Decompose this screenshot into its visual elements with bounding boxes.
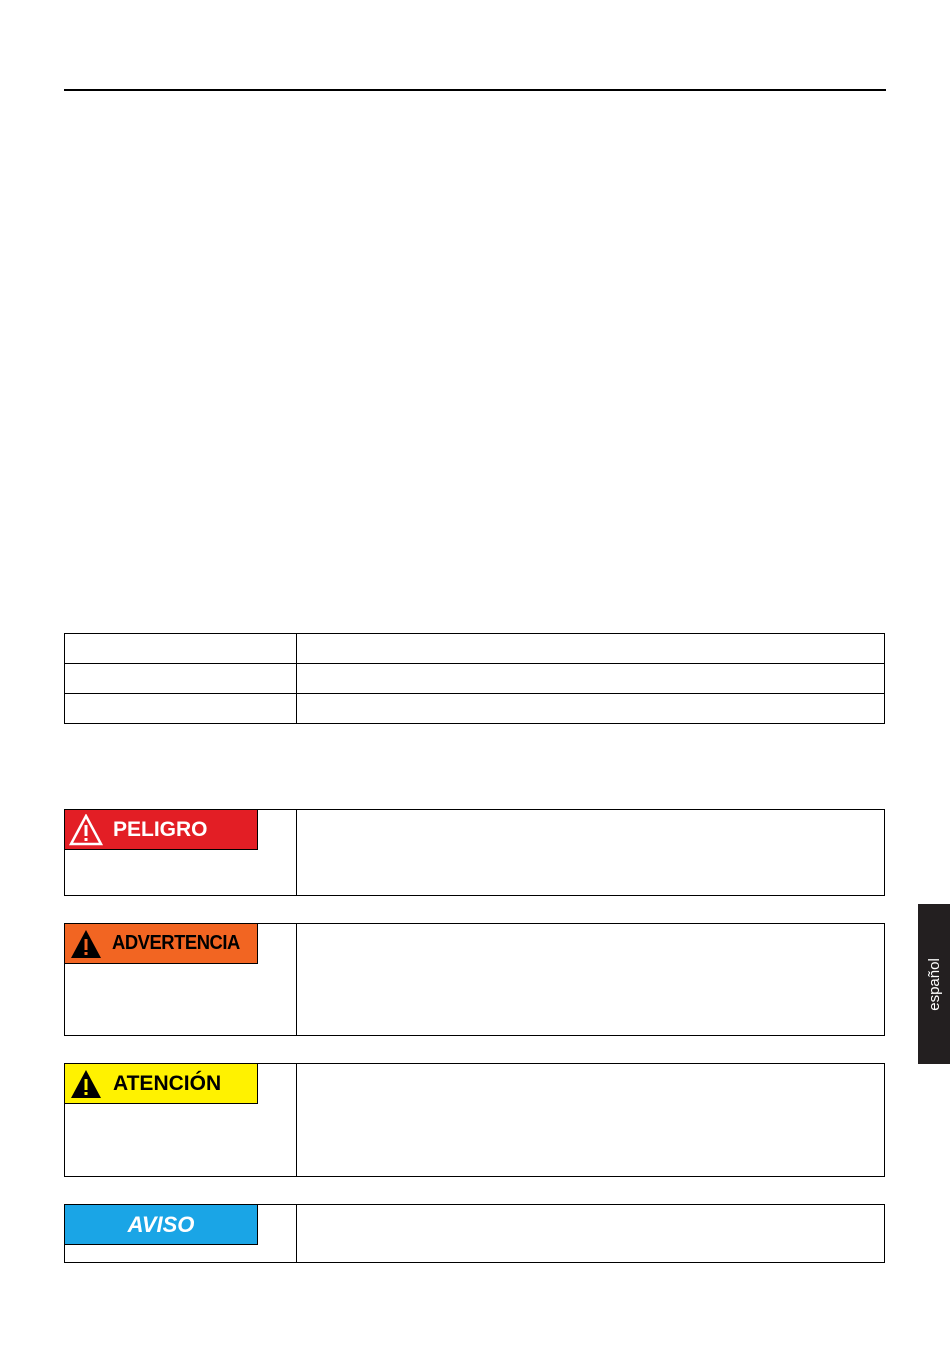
warning-text-cell <box>297 924 884 1035</box>
table-cell <box>65 634 297 664</box>
table-cell <box>297 634 885 664</box>
advertencia-label <box>65 924 258 964</box>
table-row <box>65 664 885 694</box>
info-table <box>64 633 885 724</box>
warning-text-cell <box>297 810 884 895</box>
warning-triangle-icon <box>69 1068 103 1100</box>
warning-box-peligro <box>64 809 885 896</box>
warning-triangle-icon <box>69 928 103 960</box>
table-cell <box>297 664 885 694</box>
peligro-text: PELIGRO <box>113 817 208 841</box>
warning-box-atencion <box>64 1063 885 1177</box>
warning-box-advertencia <box>64 923 885 1036</box>
header-rule <box>64 89 886 91</box>
warning-label-cell <box>65 1064 297 1176</box>
warning-text-cell <box>297 1205 884 1262</box>
atencion-label <box>65 1064 258 1104</box>
table-cell <box>65 664 297 694</box>
table-cell <box>65 694 297 724</box>
advertencia-text: ADVERTENCIA <box>112 932 240 954</box>
warning-box-aviso <box>64 1204 885 1263</box>
aviso-text: AVISO <box>127 1211 195 1237</box>
table-row <box>65 694 885 724</box>
warning-label-cell <box>65 1205 297 1262</box>
warning-label-cell <box>65 924 297 1035</box>
table-cell <box>297 694 885 724</box>
peligro-label <box>65 810 258 850</box>
language-tab-label: español <box>925 957 943 1011</box>
warning-text-cell <box>297 1064 884 1176</box>
aviso-label <box>65 1205 258 1245</box>
warning-label-cell <box>65 810 297 895</box>
atencion-text: ATENCIÓN <box>113 1071 222 1095</box>
language-tab <box>918 904 950 1064</box>
table-row <box>65 634 885 664</box>
warning-triangle-icon <box>69 814 103 846</box>
